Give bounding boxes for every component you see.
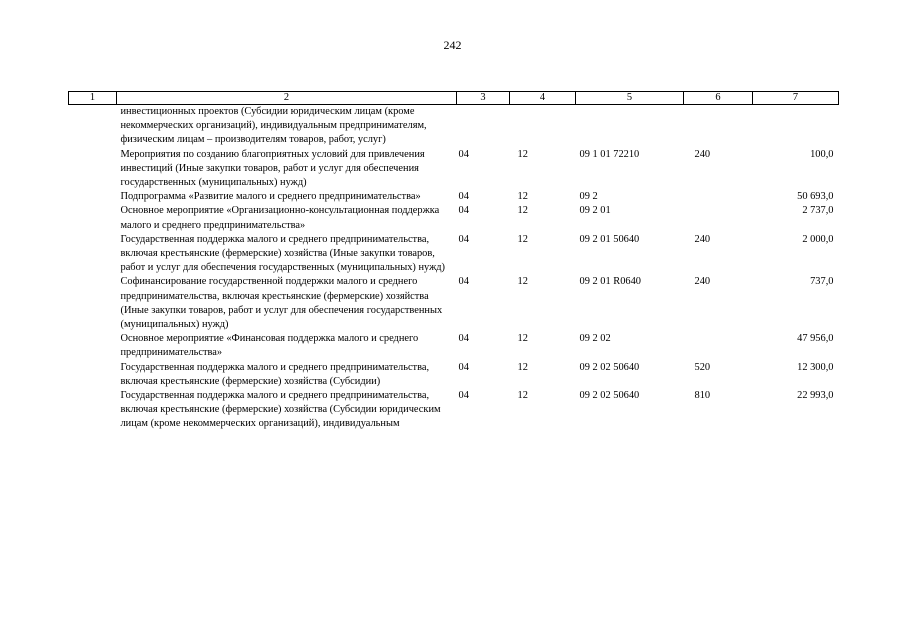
cell-target-code: 09 2 01 R0640 [579, 276, 641, 288]
cell-expense-type [684, 204, 753, 232]
column-header-5: 5 [576, 92, 684, 105]
cell-target-code: 09 1 01 72210 [579, 148, 640, 160]
cell-target-code [576, 105, 684, 148]
cell-section: 04 [458, 191, 469, 203]
budget-table [68, 91, 839, 432]
table-row [69, 361, 839, 389]
column-header-2: 2 [117, 92, 457, 105]
cell-index [69, 105, 117, 148]
cell-target-code: 09 2 02 [579, 333, 611, 345]
cell-subsection [510, 105, 576, 148]
cell-name: Мероприятия по созданию благоприятных условий для привлечения инвестиций (Иные закупки товаров, работ и услуг для обеспечения государственных (муниципальных) нужд) [120, 148, 425, 189]
cell-index [69, 148, 117, 191]
table-row [69, 190, 839, 204]
cell-target-code: 09 2 01 50640 [579, 233, 640, 245]
column-header-1: 1 [69, 92, 117, 105]
cell-subsection: 12 [517, 205, 528, 217]
table-row [69, 233, 839, 276]
cell-index [69, 204, 117, 232]
column-header-6: 6 [684, 92, 753, 105]
cell-name: Государственная поддержка малого и среднего предпринимательства, включая крестьянские (фермерские) хозяйства (Субсидии) [120, 361, 430, 387]
table-row [69, 204, 839, 232]
table-row [69, 105, 839, 148]
cell-subsection: 12 [517, 191, 528, 203]
cell-section: 04 [458, 390, 469, 402]
header-row [69, 92, 839, 105]
cell-amount: 2 000,0 [802, 233, 834, 245]
cell-index [69, 275, 117, 332]
table-row [69, 332, 839, 360]
page-number: 242 [443, 38, 462, 52]
cell-section: 04 [458, 333, 469, 345]
column-header-7: 7 [753, 92, 839, 105]
cell-subsection: 12 [517, 233, 528, 245]
cell-amount: 47 956,0 [797, 333, 834, 345]
cell-section [457, 105, 510, 148]
cell-expense-type: 240 [694, 233, 711, 245]
cell-amount: 2 737,0 [802, 205, 834, 217]
cell-section: 04 [458, 205, 469, 217]
cell-section: 04 [458, 233, 469, 245]
cell-amount [753, 105, 839, 148]
cell-index [69, 389, 117, 432]
cell-amount: 50 693,0 [797, 191, 834, 203]
cell-expense-type [684, 332, 753, 360]
cell-expense-type: 810 [694, 390, 711, 402]
cell-name: Основное мероприятие «Финансовая поддержка малого и среднего предпринимательства» [120, 333, 419, 359]
cell-name: Софинансирование государственной поддержки малого и среднего предпринимательства, включая крестьянские (фермерские) хозяйства (Иные закупки товаров, работ и услуг для обеспечения государственных (муниципальных) нужд) [120, 276, 443, 331]
cell-section: 04 [458, 276, 469, 288]
cell-name: Государственная поддержка малого и среднего предпринимательства, включая крестьянские (фермерские) хозяйства (Субсидии юридическим лицам (кроме некоммерческих организаций), индивидуальным [120, 390, 441, 430]
cell-subsection: 12 [517, 390, 528, 402]
cell-subsection: 12 [517, 333, 528, 345]
table-row [69, 148, 839, 191]
cell-name: инвестиционных проектов (Субсидии юридическим лицам (кроме некоммерческих организаций), индивидуальным предпринимателям, физическим лицам – производителям товаров, работ, услуг) [120, 106, 427, 146]
cell-expense-type: 240 [694, 276, 711, 288]
cell-amount: 100,0 [810, 148, 834, 160]
cell-index [69, 190, 117, 204]
cell-name: Государственная поддержка малого и среднего предпринимательства, включая крестьянские (фермерские) хозяйства (Иные закупки товаров, работ и услуг для обеспечения государственных (муниципальных) нужд) [120, 233, 445, 274]
cell-target-code: 09 2 02 50640 [579, 361, 640, 373]
cell-subsection: 12 [517, 276, 528, 288]
cell-name: Подпрограмма «Развитие малого и среднего предпринимательства» [120, 191, 421, 203]
column-header-3: 3 [457, 92, 510, 105]
cell-index [69, 233, 117, 276]
cell-subsection: 12 [517, 361, 528, 373]
cell-expense-type: 520 [694, 361, 711, 373]
cell-subsection: 12 [517, 148, 528, 160]
cell-amount: 22 993,0 [797, 390, 834, 402]
cell-section: 04 [458, 361, 469, 373]
cell-target-code: 09 2 [579, 191, 598, 203]
cell-expense-type [684, 105, 753, 148]
table-row [69, 275, 839, 332]
cell-expense-type: 240 [694, 148, 711, 160]
cell-section: 04 [458, 148, 469, 160]
cell-expense-type [684, 190, 753, 204]
cell-name: Основное мероприятие «Организационно-консультационная поддержка малого и среднего предпринимательства» [120, 205, 440, 231]
column-header-4: 4 [510, 92, 576, 105]
cell-index [69, 361, 117, 389]
cell-target-code: 09 2 01 [579, 205, 611, 217]
cell-target-code: 09 2 02 50640 [579, 390, 640, 402]
table-row [69, 389, 839, 432]
cell-amount: 737,0 [810, 276, 834, 288]
cell-amount: 12 300,0 [797, 361, 834, 373]
cell-index [69, 332, 117, 360]
